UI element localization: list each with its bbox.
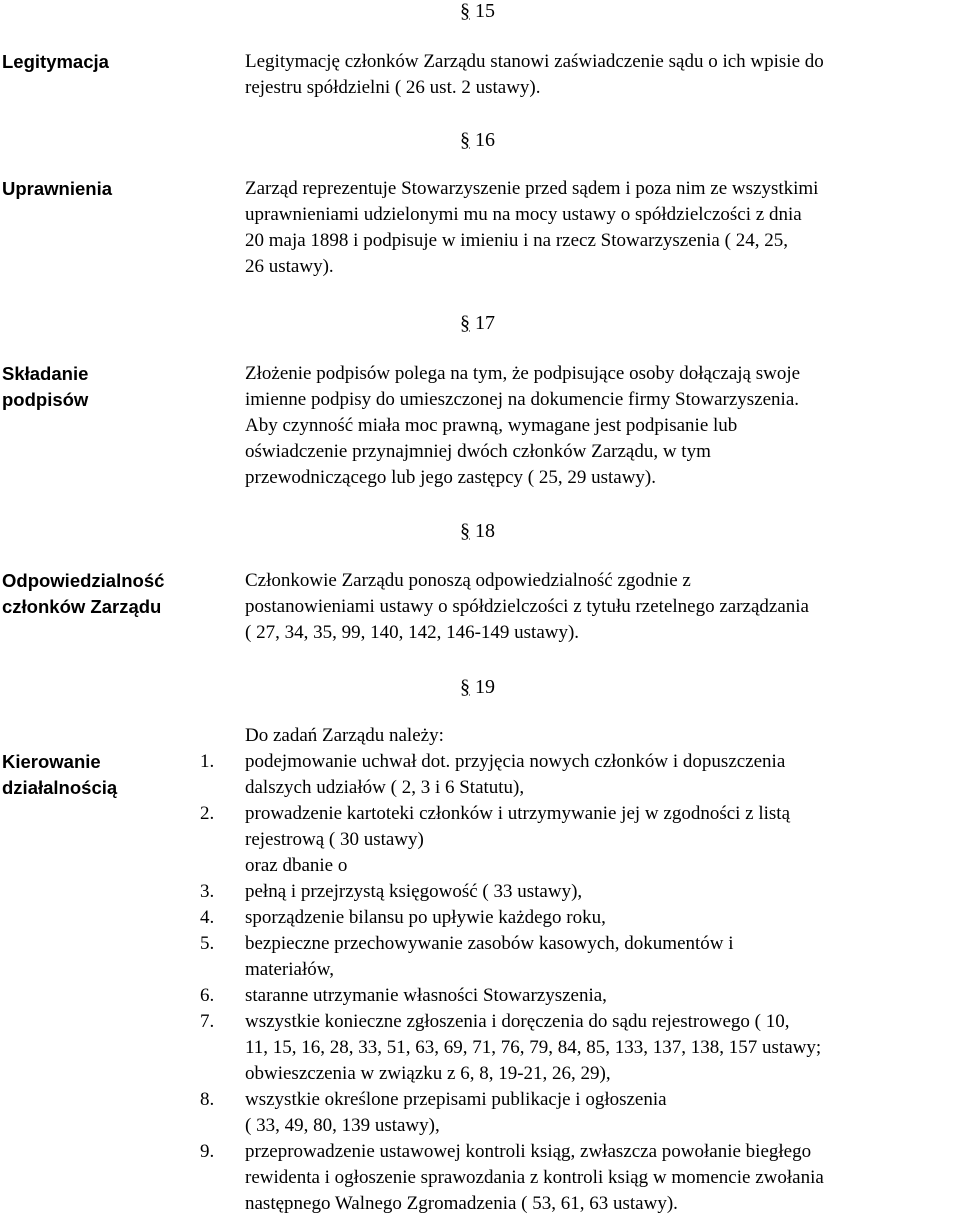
text-line: sporządzenie bilansu po upływie każdego roku, xyxy=(245,907,606,928)
section-text xyxy=(245,361,960,491)
list-item xyxy=(200,801,960,879)
item-number: 1. xyxy=(200,751,215,772)
side-label-line: Uprawnienia xyxy=(2,178,112,199)
text-line: 11, 15, 16, 28, 33, 51, 63, 69, 71, 76, 79, 84, 85, 133, 137, 138, 157 ustawy; xyxy=(245,1037,822,1058)
side-label-line: Legitymacja xyxy=(2,51,109,72)
text-line: przeprowadzenie ustawowej kontroli ksiąg, zwłaszcza powołanie biegłego xyxy=(245,1141,812,1162)
list-item xyxy=(200,1009,960,1087)
item-number: 7. xyxy=(200,1011,215,1032)
section-intro xyxy=(245,723,960,749)
task-list xyxy=(200,749,960,1217)
item-number: 2. xyxy=(200,803,215,824)
section-sign-icon: § xyxy=(460,129,470,151)
text-line: Zarząd reprezentuje Stowarzyszenie przed sądem i poza nim ze wszystkimi xyxy=(245,178,819,199)
item-number: 5. xyxy=(200,933,215,954)
section-number: § 17 xyxy=(460,312,495,334)
text-line: uprawnieniami udzielonymi mu na mocy ustawy o spółdzielczości z dnia xyxy=(245,204,802,225)
text-line: Aby czynność miała moc prawną, wymagane jest podpisanie lub xyxy=(245,415,738,436)
side-label xyxy=(2,568,207,620)
side-label xyxy=(2,49,207,75)
item-number: 3. xyxy=(200,881,215,902)
text-line: obwieszczenia w związku z 6, 8, 19-21, 26, 29), xyxy=(245,1063,611,1084)
side-label-line: podpisów xyxy=(2,389,89,410)
side-label-line: Składanie xyxy=(2,363,89,384)
section-text xyxy=(245,176,960,280)
text-line: rejestrową ( 30 ustawy) xyxy=(245,829,424,850)
side-label xyxy=(2,749,207,801)
text-line: rewidenta i ogłoszenie sprawozdania z kontroli ksiąg w momencie zwołania xyxy=(245,1167,824,1188)
text-line: ( 33, 49, 80, 139 ustawy), xyxy=(245,1115,440,1136)
item-number: 8. xyxy=(200,1089,215,1110)
section-text xyxy=(245,49,960,101)
text-line: bezpieczne przechowywanie zasobów kasowych, dokumentów i xyxy=(245,933,734,954)
section-sign-icon: § xyxy=(460,520,470,542)
text-line: 26 ustawy). xyxy=(245,256,334,277)
list-item xyxy=(200,1087,960,1139)
text-line: 20 maja 1898 i podpisuje w imieniu i na rzecz Stowarzyszenia ( 24, 25, xyxy=(245,230,788,251)
side-label xyxy=(2,176,207,202)
text-line: wszystkie określone przepisami publikacje i ogłoszenia xyxy=(245,1089,667,1110)
side-label-line: działalnością xyxy=(2,777,118,798)
item-number: 6. xyxy=(200,985,215,1006)
text-line: postanowieniami ustawy o spółdzielczości z tytułu rzetelnego zarządzania xyxy=(245,596,809,617)
text-line: pełną i przejrzystą księgowość ( 33 ustawy), xyxy=(245,881,583,902)
list-item xyxy=(200,905,960,931)
list-item xyxy=(200,931,960,983)
side-label-line: członków Zarządu xyxy=(2,596,162,617)
text-line: prowadzenie kartoteki członków i utrzymywanie jej w zgodności z listą xyxy=(245,803,791,824)
text-line: ( 27, 34, 35, 99, 140, 142, 146-149 ustawy). xyxy=(245,622,580,643)
text-line: dalszych udziałów ( 2, 3 i 6 Statutu), xyxy=(245,777,525,798)
side-label-line: Odpowiedzialność xyxy=(2,570,165,591)
text-line: przewodniczącego lub jego zastępcy ( 25, 29 ustawy). xyxy=(245,467,656,488)
text-line: Do zadań Zarządu należy: xyxy=(245,725,444,746)
side-label-line: Kierowanie xyxy=(2,751,101,772)
text-line: wszystkie konieczne zgłoszenia i doręczenia do sądu rejestrowego ( 10, xyxy=(245,1011,790,1032)
text-line: oświadczenie przynajmniej dwóch członków Zarządu, w tym xyxy=(245,441,711,462)
text-line: materiałów, xyxy=(245,959,334,980)
section-number: § 16 xyxy=(460,129,495,151)
section-number: § 19 xyxy=(460,676,495,698)
text-line: oraz dbanie o xyxy=(245,855,348,876)
side-label xyxy=(2,361,207,413)
list-item xyxy=(200,983,960,1009)
text-line: Członkowie Zarządu ponoszą odpowiedzialność zgodnie z xyxy=(245,570,691,591)
section-sign-icon: § xyxy=(460,0,470,22)
section-text xyxy=(245,568,960,646)
text-line: imienne podpisy do umieszczonej na dokumencie firmy Stowarzyszenia. xyxy=(245,389,800,410)
text-line: podejmowanie uchwał dot. przyjęcia nowych członków i dopuszczenia xyxy=(245,751,786,772)
list-item xyxy=(200,879,960,905)
text-line: rejestru spółdzielni ( 26 ust. 2 ustawy). xyxy=(245,77,541,98)
section-number: § 18 xyxy=(460,520,495,542)
list-item xyxy=(200,749,960,801)
section-sign-icon: § xyxy=(460,312,470,334)
text-line: następnego Walnego Zgromadzenia ( 53, 61, 63 ustawy). xyxy=(245,1193,678,1214)
section-number: § 15 xyxy=(460,0,495,22)
item-number: 9. xyxy=(200,1141,215,1162)
text-line: Złożenie podpisów polega na tym, że podpisujące osoby dołączają swoje xyxy=(245,363,801,384)
text-line: staranne utrzymanie własności Stowarzyszenia, xyxy=(245,985,607,1006)
text-line: Legitymację członków Zarządu stanowi zaświadczenie sądu o ich wpisie do xyxy=(245,51,824,72)
section-sign-icon: § xyxy=(460,676,470,698)
item-number: 4. xyxy=(200,907,215,928)
list-item xyxy=(200,1139,960,1217)
